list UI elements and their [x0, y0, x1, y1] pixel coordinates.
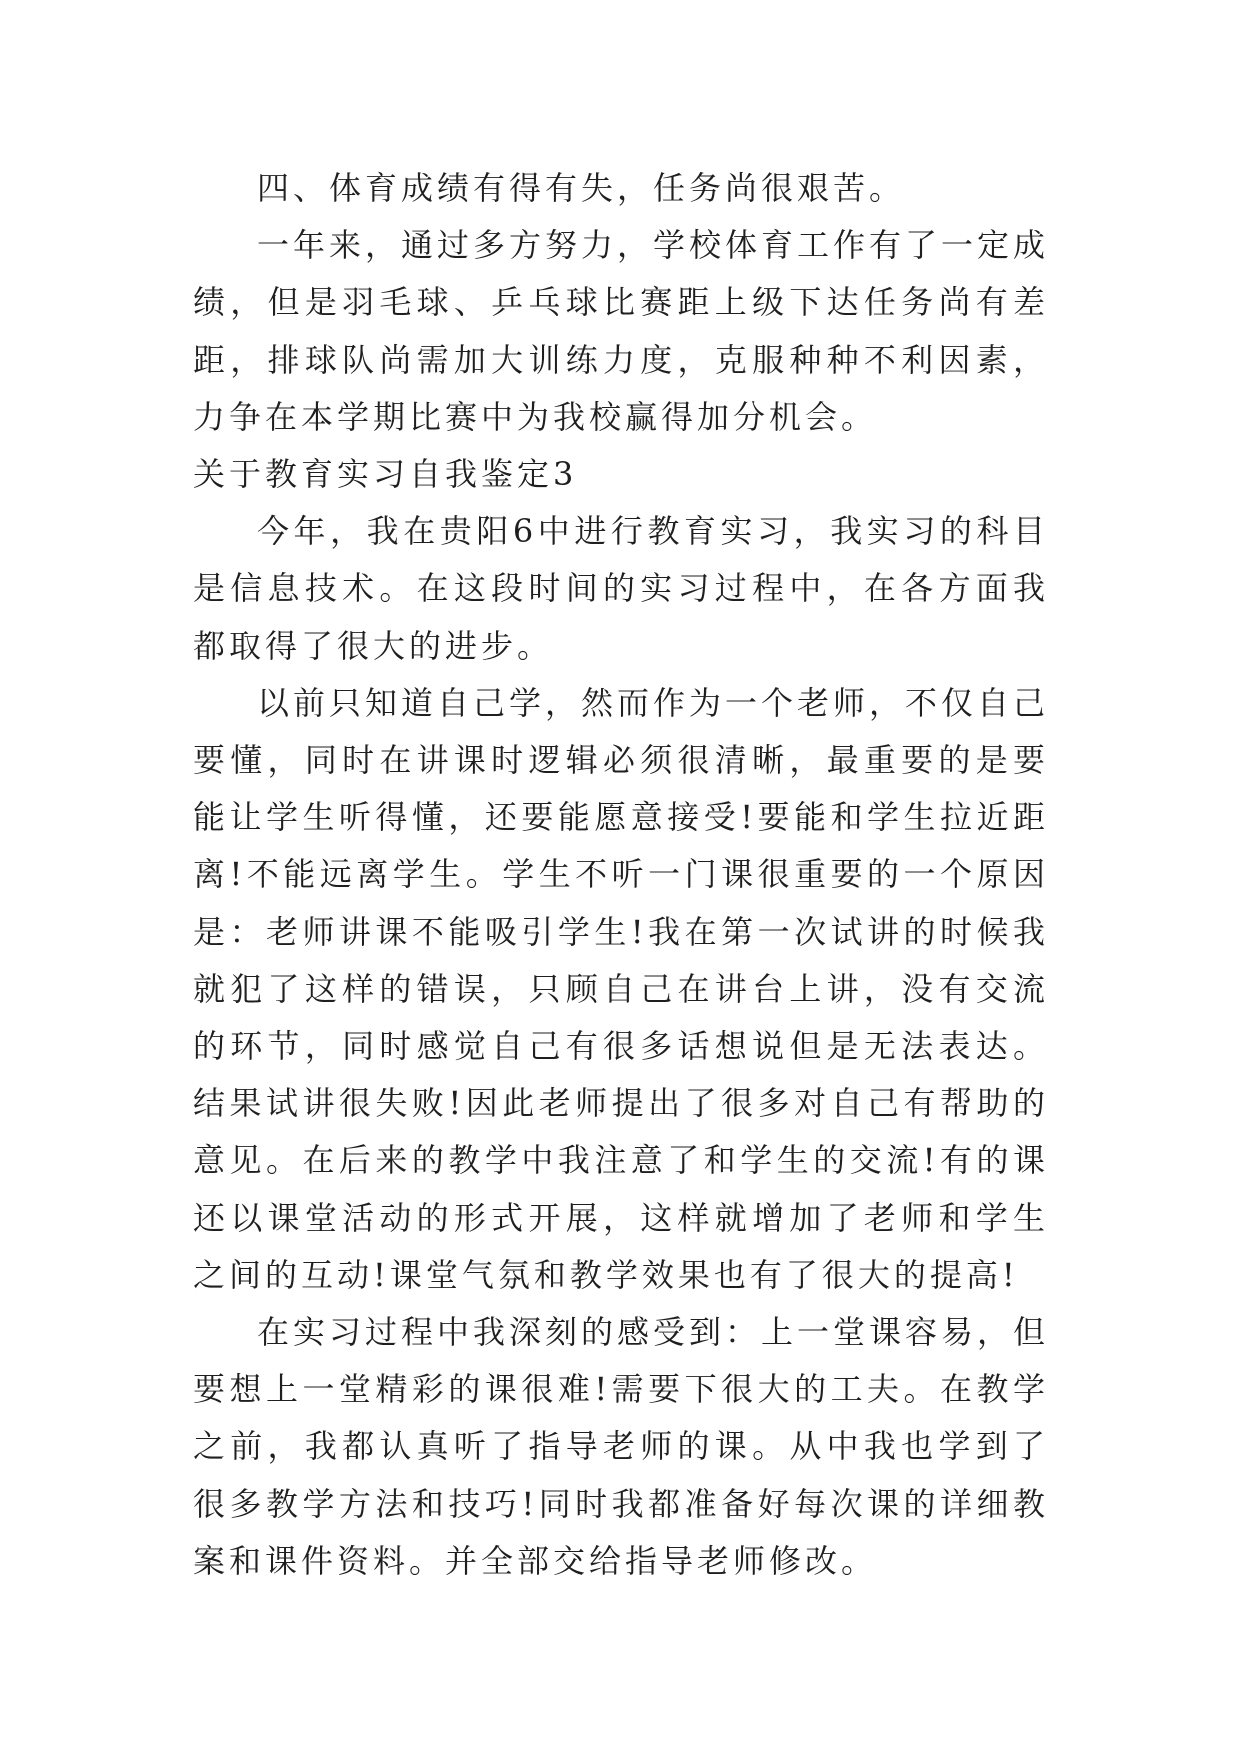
paragraph-internship-intro: 今年，我在贵阳6中进行教育实习，我实习的科目是信息技术。在这段时间的实习过程中，在各方面我都取得了很大的进步。	[193, 512, 1049, 665]
section-heading: 关于教育实习自我鉴定3	[193, 455, 578, 494]
paragraph-sports-summary: 一年来，通过多方努力，学校体育工作有了一定成绩，但是羽毛球、乒乓球比赛距上级下达任务尚有差距，排球队尚需加大训练力度，克服种种不利因素，力争在本学期比赛中为我校赢得加分机会。	[193, 226, 1050, 436]
paragraph-teaching-lessons: 以前只知道自己学，然而作为一个老师，不仅自己要懂，同时在讲课时逻辑必须很清晰，最重要的是要能让学生听得懂，还要能愿意接受!要能和学生拉近距离!不能远离学生。学生不听一门课很重要的一个原因是：老师讲课不能吸引学生!我在第一次试讲的时候我就犯了这样的错误，只顾自己在讲台上讲，没有交流的环节，同时感觉自己有很多话想说但是无法表达。结果试讲很失败!因此老师提出了很多对自己有帮助的意见。在后来的教学中我注意了和学生的交流!有的课还以课堂活动的形式开展，这样就增加了老师和学生之间的互动!课堂气氛和教学效果也有了很大的提高!	[193, 683, 1050, 1294]
document-body	[193, 160, 1049, 1590]
paragraph-sports-results: 四、体育成绩有得有失，任务尚很艰苦。	[257, 169, 906, 207]
paragraph-teaching-reflection: 在实习过程中我深刻的感受到：上一堂课容易，但要想上一堂精彩的课很难!需要下很大的工夫。在教学之前，我都认真听了指导老师的课。从中我也学到了很多教学方法和技巧!同时我都准备好每次课的详细教案和课件资料。并全部交给指导老师修改。	[193, 1313, 1050, 1580]
